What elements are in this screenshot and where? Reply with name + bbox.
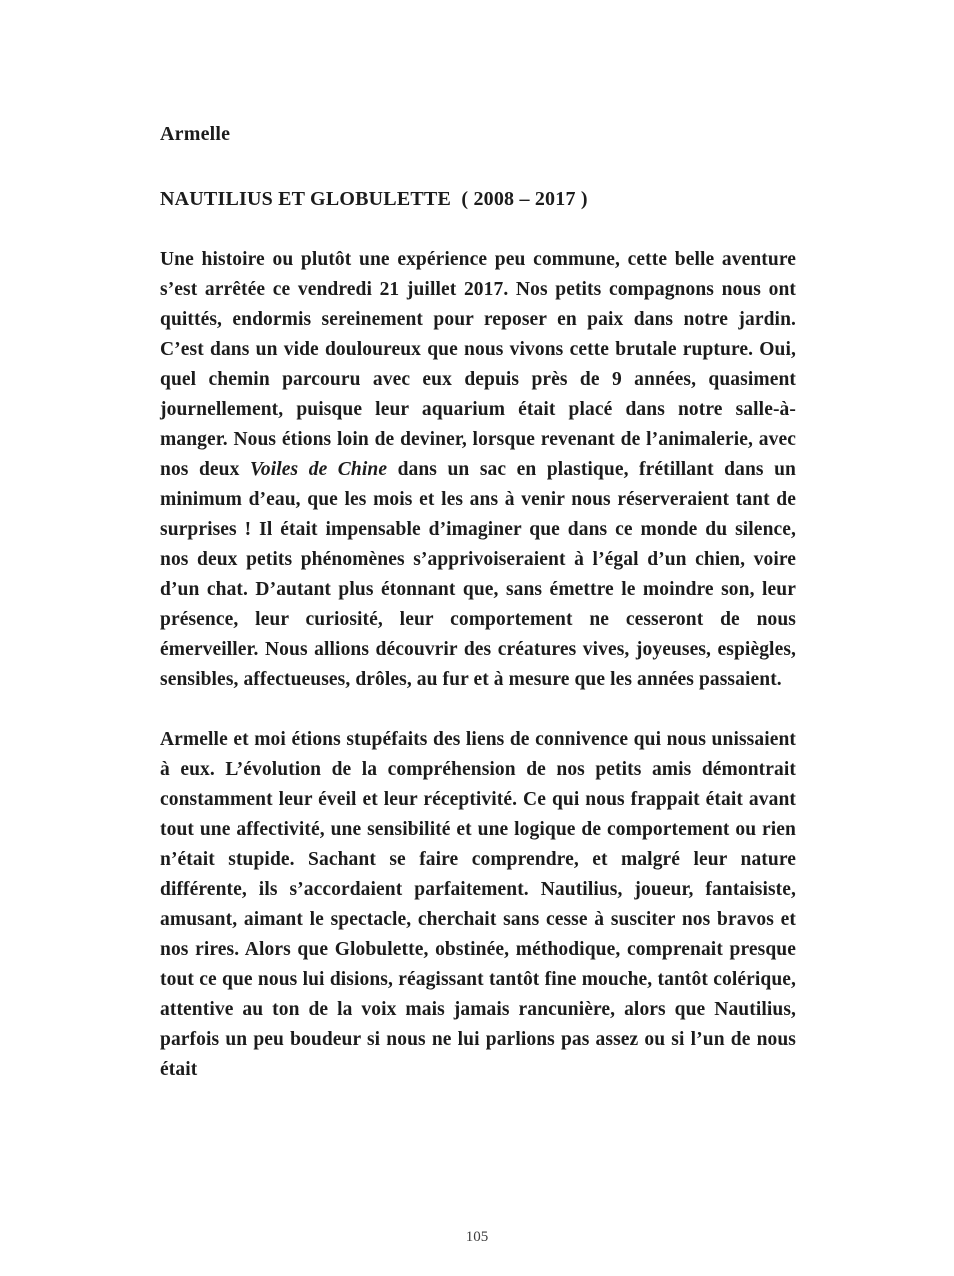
paragraph-1-text-b: dans un sac en plastique, frétillant dans un minimum d’eau, que les mois et les ans à venir nous réserveraient tant de surprises ! Il était impensable d’imaginer que dans ce monde du silence, nos deux petits phénomènes s’apprivoiseraient à l’égal d’un chien, voire d’un chat. D’autant plus étonnant que, sans émettre le moindre son, leur présence, leur curiosité, leur comportement ne cesseront de nous émerveiller. Nous allions découvrir des créatures vives, joyeuses, espiègles, sensibles, affectueuses, drôles, au fur et à mesure que les années passaient. <box>160 459 796 690</box>
page-number: 105 <box>465 1229 489 1245</box>
paragraph-2: Armelle et moi étions stupéfaits des liens de connivence qui nous unissaient à eux. L’évolution de la compréhension de nos petits amis démontrait constamment leur éveil et leur réceptivité. Ce qui nous frappait était avant tout une affectivité, une sensibilité et une logique de comportement ou rien n’était stupide. Sachant se faire comprendre, et malgré leur nature différente, ils s’accordaient parfaitement. Nautilius, joueur, fantaisiste, amusant, aimant le spectacle, cherchait sans cesse à susciter nos bravos et nos rires. Alors que Globulette, obstinée, méthodique, comprenait presque tout ce que nous lui disions, réagissant tantôt fine mouche, tantôt colérique, attentive au ton de la voix mais jamais rancunière, alors que Nautilius, parfois un peu boudeur si nous ne lui parlions pas assez ou si l’un de nous était <box>160 729 796 1080</box>
italic-phrase-voiles-de-chine: Voiles de Chine <box>249 459 388 480</box>
paragraph-1-text-a: Une histoire ou plutôt une expérience peu commune, cette belle aventure s’est arrêtée ce vendredi 21 juillet 2017. Nos petits compagnons nous ont quittés, endormis sereinement pour reposer en paix dans notre jardin. C’est dans un vide douloureux que nous vivons cette brutale rupture. Oui, quel chemin parcouru avec eux depuis près de 9 années, quasiment journellement, puisque leur aquarium était placé dans notre salle-à-manger. Nous étions loin de deviner, lorsque revenant de l’animalerie, avec nos deux <box>160 249 796 480</box>
page-content <box>160 121 796 1085</box>
author-heading: Armelle <box>160 123 231 145</box>
document-title: NAUTILIUS ET GLOBULETTE ( 2008 – 2017 ) <box>160 188 588 210</box>
paragraph-1 <box>160 245 796 695</box>
